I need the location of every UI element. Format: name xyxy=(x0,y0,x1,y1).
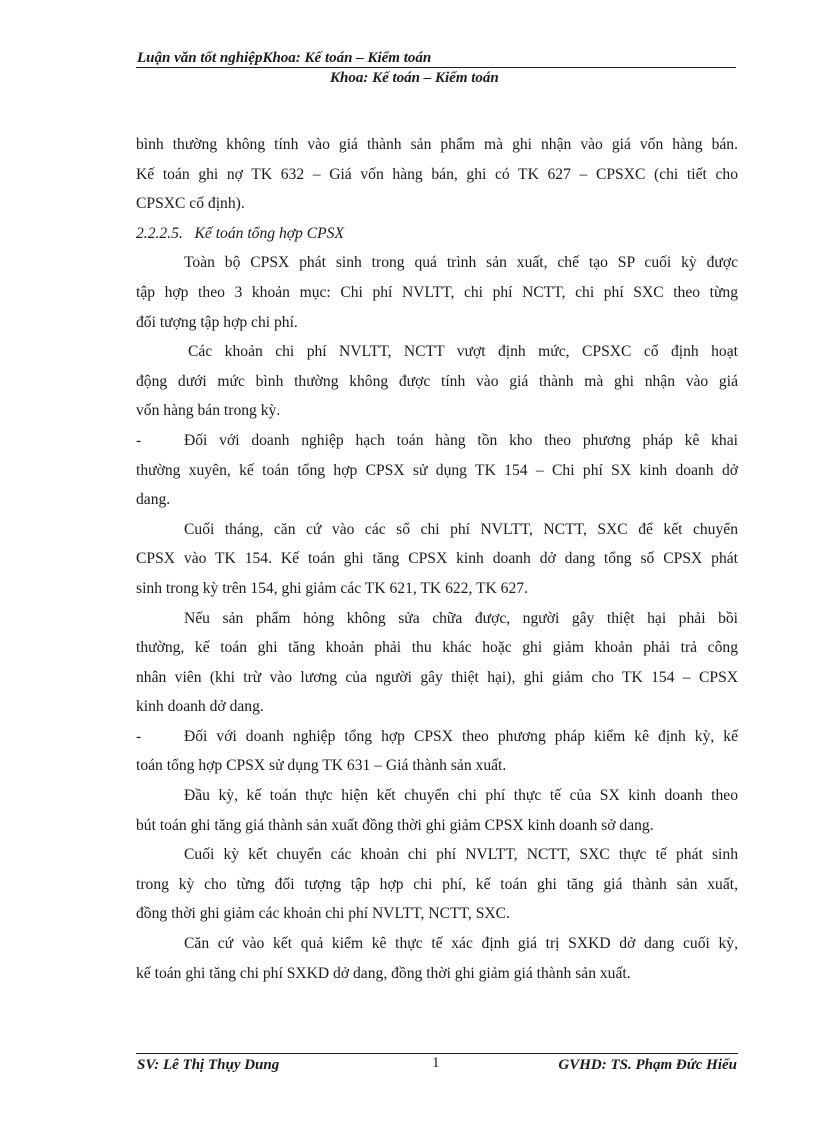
header-department: Khoa: Kế toán – Kiểm toán xyxy=(330,70,499,86)
text-line: thường xuyên, kế toán tổng hợp CPSX sử dụng TK 154 – Chi phí SX kinh doanh dở xyxy=(136,461,738,479)
footer-student: SV: Lê Thị Thụy Dung xyxy=(137,1057,280,1073)
bullet-line xyxy=(136,722,738,752)
header-rule xyxy=(136,67,736,68)
text-line: nhân viên (khi trừ vào lương của người gây thiệt hại), ghi giảm cho TK 154 – CPSX xyxy=(136,668,738,686)
bullet-dash: - xyxy=(136,431,142,449)
header-title: Luận văn tốt nghiệpKhoa: Kế toán – Kiểm toán xyxy=(137,50,432,66)
text-line: thường, kế toán ghi tăng khoản phải thu khác hoặc ghi giảm khoản phải trả công xyxy=(136,639,738,657)
text-line: đồng thời ghi giảm các khoản chi phí NVLTT, NCTT, SXC. xyxy=(136,905,510,923)
text-line: bình thường không tính vào giá thành sản phẩm mà ghi nhận vào giá vốn hàng bán. xyxy=(136,136,738,153)
bullet-line xyxy=(136,426,738,456)
text-line: trong kỳ cho từng đối tượng tập hợp chi phí, kế toán ghi tăng giá thành sản xuất, xyxy=(136,875,738,893)
text-line: kế toán ghi tăng chi phí SXKD dở dang, đồng thời ghi giảm giá thành sản xuất. xyxy=(136,964,631,982)
text-line: toán tổng hợp CPSX sử dụng TK 631 – Giá thành sản xuất. xyxy=(136,757,507,775)
footer-rule xyxy=(136,1053,738,1054)
footer-advisor: GVHD: TS. Phạm Đức Hiếu xyxy=(558,1057,737,1073)
text-line: Cuối kỳ kết chuyển các khoản chi phí NVLTT, NCTT, SXC thực tế phát sinh xyxy=(184,846,738,864)
text-line: động dưới mức bình thường không được tính vào giá thành mà ghi nhận vào giá xyxy=(136,372,738,390)
text-line: Cuối tháng, căn cứ vào các sổ chi phí NVLTT, NCTT, SXC để kết chuyển xyxy=(184,520,738,538)
text-line: Kế toán ghi nợ TK 632 – Giá vốn hàng bán, ghi có TK 627 – CPSXC (chi tiết cho xyxy=(136,165,738,183)
text-line: Đối với doanh nghiệp tổng hợp CPSX theo phương pháp kiểm kê định kỳ, kế xyxy=(184,727,738,745)
text-line: sinh trong kỳ trên 154, ghi giảm các TK 621, TK 622, TK 627. xyxy=(136,579,528,597)
text-line: Các khoản chi phí NVLTT, NCTT vượt định mức, CPSXC cố định hoạt xyxy=(188,343,738,361)
text-line: kinh doanh dở dang. xyxy=(136,698,264,716)
text-line: tập hợp theo 3 khoản mục: Chi phí NVLTT, chi phí NCTT, chi phí SXC theo từng xyxy=(136,283,738,301)
text-line: Đối với doanh nghiệp hạch toán hàng tồn kho theo phương pháp kê khai xyxy=(184,431,738,449)
text-line: dang. xyxy=(136,491,171,509)
text-line: đối tượng tập hợp chi phí. xyxy=(136,313,298,331)
section-heading: 2.2.2.5. Kế toán tổng hợp CPSX xyxy=(136,224,345,242)
text-line: CPSX vào TK 154. Kế toán ghi tăng CPSX kinh doanh dở dang tổng số CPSX phát xyxy=(136,550,738,568)
text-line: bút toán ghi tăng giá thành sản xuất đồng thời ghi giảm CPSX kinh doanh sở dang. xyxy=(136,816,654,834)
text-line: Toàn bộ CPSX phát sinh trong quá trình sản xuất, chế tạo SP cuối kỳ được xyxy=(184,254,738,272)
text-line: Căn cứ vào kết quả kiểm kê thực tế xác định giá trị SXKD dở dang cuối kỳ, xyxy=(184,935,738,953)
bullet-dash: - xyxy=(136,727,142,745)
text-line: vốn hàng bán trong kỳ. xyxy=(136,402,281,420)
text-line: Nếu sản phẩm hỏng không sửa chữa được, người gây thiệt hại phải bồi xyxy=(184,609,738,627)
text-line: CPSXC cố định). xyxy=(136,195,245,213)
text-line: Đầu kỳ, kế toán thực hiện kết chuyển chi phí thực tế của SX kinh doanh theo xyxy=(184,787,738,805)
page-number: 1 xyxy=(432,1055,440,1071)
document-body xyxy=(136,130,738,988)
